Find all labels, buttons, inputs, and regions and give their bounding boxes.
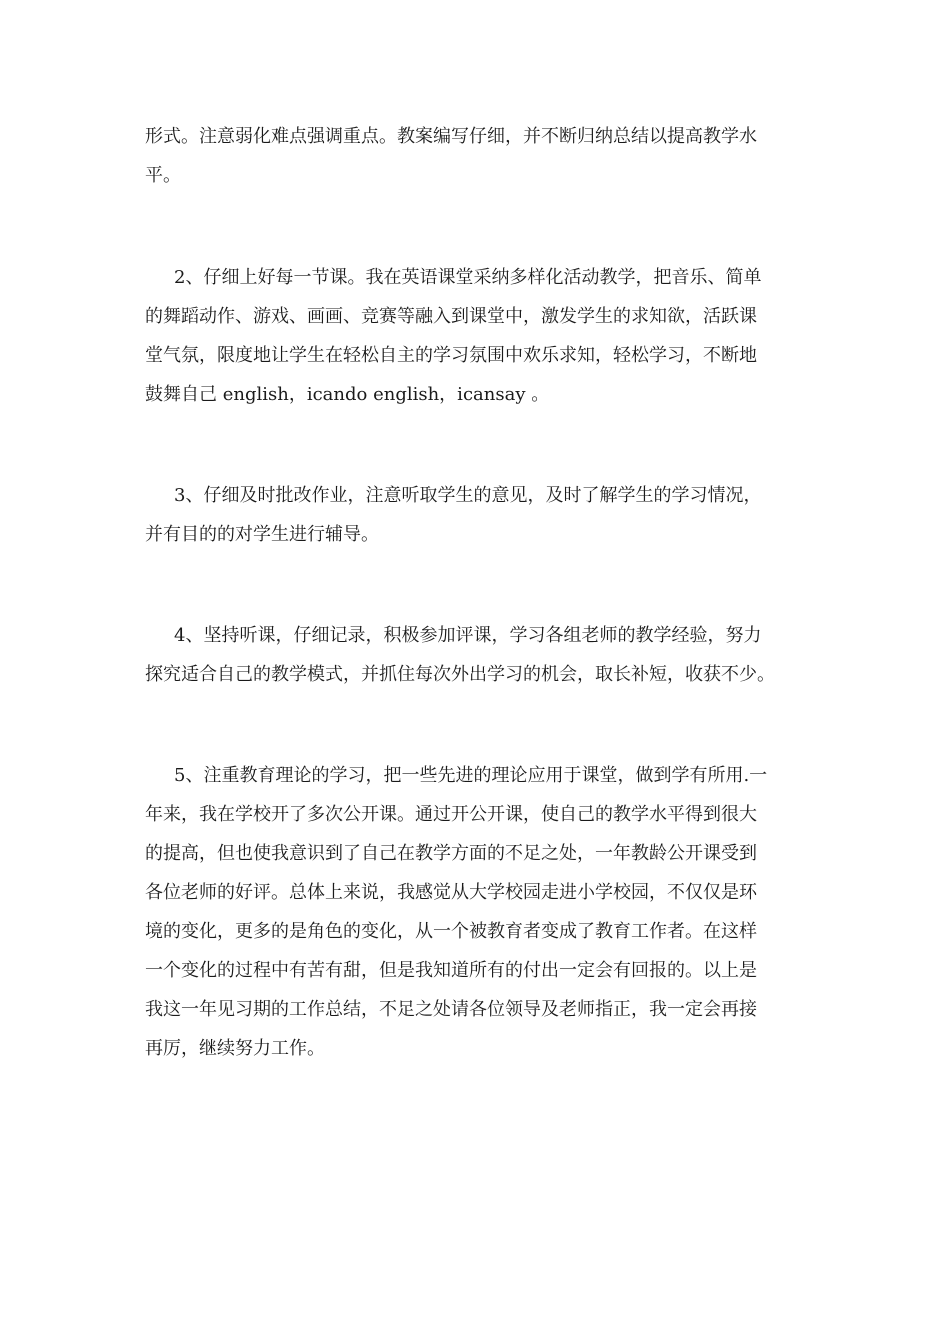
text-line: 我这一年见习期的工作总结，不足之处请各位领导及老师指正，我一定会再接 <box>145 999 757 1020</box>
paragraph-item-3 <box>145 476 810 554</box>
text-line: 各位老师的好评。总体上来说，我感觉从大学校园走进小学校园，不仅仅是环 <box>145 882 757 903</box>
text-line: 鼓舞自己 english，icando english，icansay 。 <box>145 384 550 405</box>
text-line: 3、仔细及时批改作业，注意听取学生的意见，及时了解学生的学习情况， <box>174 485 762 506</box>
text-line: 4、坚持听课，仔细记录，积极参加评课，学习各组老师的教学经验，努力 <box>174 625 762 646</box>
text-line: 境的变化，更多的是角色的变化，从一个被教育者变成了教育工作者。在这样 <box>145 921 757 942</box>
text-line: 的舞蹈动作、游戏、画画、竞赛等融入到课堂中，激发学生的求知欲，活跃课 <box>145 306 757 327</box>
text-line: 年来，我在学校开了多次公开课。通过开公开课，使自己的教学水平得到很大 <box>145 804 757 825</box>
text-line: 形式。注意弱化难点强调重点。教案编写仔细，并不断归纳总结以提高教学水 <box>145 126 757 147</box>
text-line: 5、注重教育理论的学习，把一些先进的理论应用于课堂，做到学有所用.一 <box>174 765 768 786</box>
paragraph-item-4 <box>145 616 810 694</box>
text-line: 探究适合自己的教学模式，并抓住每次外出学习的机会，取长补短，收获不少。 <box>145 664 775 685</box>
text-line: 堂气氛，限度地让学生在轻松自主的学习氛围中欢乐求知，轻松学习，不断地 <box>145 345 757 366</box>
text-line: 再厉，继续努力工作。 <box>145 1038 325 1059</box>
text-line: 2、仔细上好每一节课。我在英语课堂采纳多样化活动教学，把音乐、简单 <box>174 267 762 288</box>
paragraph-item-5 <box>145 756 810 1068</box>
text-line: 平。 <box>145 165 181 186</box>
paragraph-item-2 <box>145 258 810 414</box>
text-line: 一个变化的过程中有苦有甜，但是我知道所有的付出一定会有回报的。以上是 <box>145 960 757 981</box>
text-line: 的提高，但也使我意识到了自己在教学方面的不足之处，一年教龄公开课受到 <box>145 843 757 864</box>
paragraph-continuation <box>145 117 810 195</box>
text-line: 并有目的的对学生进行辅导。 <box>145 524 379 545</box>
